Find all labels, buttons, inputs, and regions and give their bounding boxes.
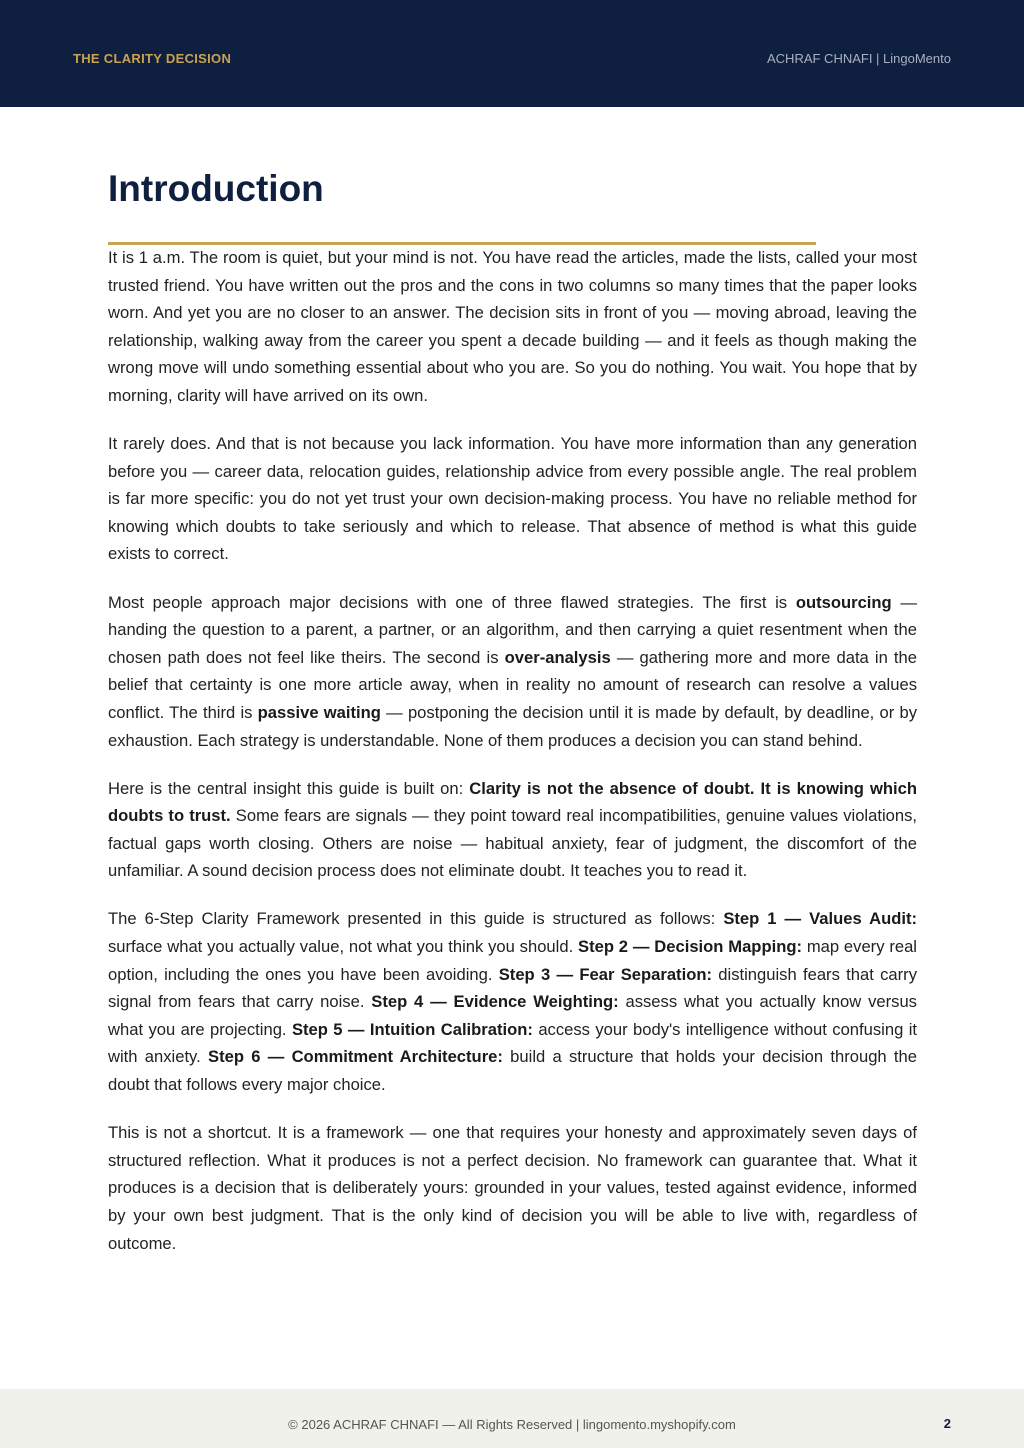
paragraph-4 — [108, 775, 917, 885]
text-run: — handing the question to a parent, a partner, or an algorithm, and then carrying a quiet resentment when the chosen path does not feel like theirs. The second is — [108, 592, 917, 667]
page-number: 2 — [943, 1416, 951, 1431]
term-outsourcing: outsourcing — [795, 592, 892, 612]
text-run: — gathering more and more data in the belief that certainty is one more article away, when in reality no amount of research can resolve a values conflict. The third is — [108, 647, 918, 722]
step-3-description: distinguish fears that carry signal from fears that carry noise. — [108, 964, 917, 1012]
step-5-description: access your body's intelligence without confusing it with anxiety. — [108, 1019, 917, 1067]
text-run: Most people approach major decisions with one of three flawed strategies. The first is — [108, 592, 796, 612]
book-title: THE CLARITY DECISION — [73, 51, 232, 66]
paragraph-2: It rarely does. And that is not because you lack information. You have more information than any generation before you — career data, relocation guides, relationship advice from every possible angle. The real problem is far more specific: you do not yet trust your own decision-making process. You have no reliable method for knowing which doubts to take seriously and which to release. That absence of method is what this guide exists to correct. — [108, 434, 917, 564]
step-2-label: Step 2 — Decision Mapping: — [578, 937, 802, 957]
footer-copyright: © 2026 ACHRAF CHNAFI — All Rights Reserved | lingomento.myshopify.com — [288, 1417, 736, 1432]
step-4-description: assess what you actually know versus what you are projecting. — [108, 992, 917, 1039]
step-3-label: Step 3 — Fear Separation: — [498, 964, 712, 984]
step-4-label: Step 4 — Evidence Weighting: — [371, 992, 619, 1012]
step-5-label: Step 5 — Intuition Calibration: — [291, 1019, 533, 1039]
paragraph-1: It is 1 a.m. The room is quiet, but your mind is not. You have read the articles, made the lists, called your most trusted friend. You have written out the pros and the cons in two columns so many times that the paper looks worn. And yet you are no closer to an answer. The decision sits in front of you — moving abroad, leaving the relationship, walking away from the career you spent a decade building — and it feels as though making the wrong move will undo something essential about who you are. So you do nothing. You wait. You hope that by morning, clarity will have arrived on its own. — [108, 248, 917, 405]
author-brand: ACHRAF CHNAFI | LingoMento — [767, 51, 951, 66]
text-run: Here is the central insight this guide is built on: — [108, 778, 470, 798]
page-title: Introduction — [108, 168, 324, 209]
step-6-label: Step 6 — Commitment Architecture: — [208, 1047, 503, 1067]
text-run: Some fears are signals — they point toward real incompatibilities, genuine values violations, factual gaps worth closing. Others are noise — habitual anxiety, fear of judgment, the discomfort of the unfamiliar. A sound decision process does not eliminate doubt. It teaches you to read it. — [108, 806, 918, 881]
text-run: The 6-Step Clarity Framework presented in this guide is structured as follows: — [108, 909, 724, 929]
step-6-description: build a structure that holds your decision through the doubt that follows every major choice. — [108, 1047, 917, 1095]
body-text — [108, 244, 917, 1278]
paragraph-3 — [108, 589, 917, 755]
term-passive-waiting: passive waiting — [257, 702, 381, 722]
step-1-label: Step 1 — Values Audit: — [723, 909, 917, 929]
central-insight: Clarity is not the absence of doubt. It is knowing which doubts to trust. — [108, 778, 917, 826]
text-run: — postponing the decision until it is made by default, by deadline, or by exhaustion. Each strategy is understandable. None of them produces a decision you can stand behind. — [108, 702, 917, 750]
paragraph-6: This is not a shortcut. It is a framework — one that requires your honesty and approximately seven days of structured reflection. What it produces is not a perfect decision. No framework can guarantee that. What it produces is a decision that is deliberately yours: grounded in your values, tested against evidence, informed by your own best judgment. That is the only kind of decision you will be able to live with, regardless of outcome. — [108, 1123, 917, 1253]
term-over-analysis: over-analysis — [504, 647, 611, 667]
page-header — [0, 0, 1024, 107]
step-2-description: map every real option, including the ones you have been avoiding. — [108, 937, 917, 984]
paragraph-5 — [108, 905, 917, 1098]
step-1-description: surface what you actually value, not what you think you should. — [108, 937, 579, 957]
